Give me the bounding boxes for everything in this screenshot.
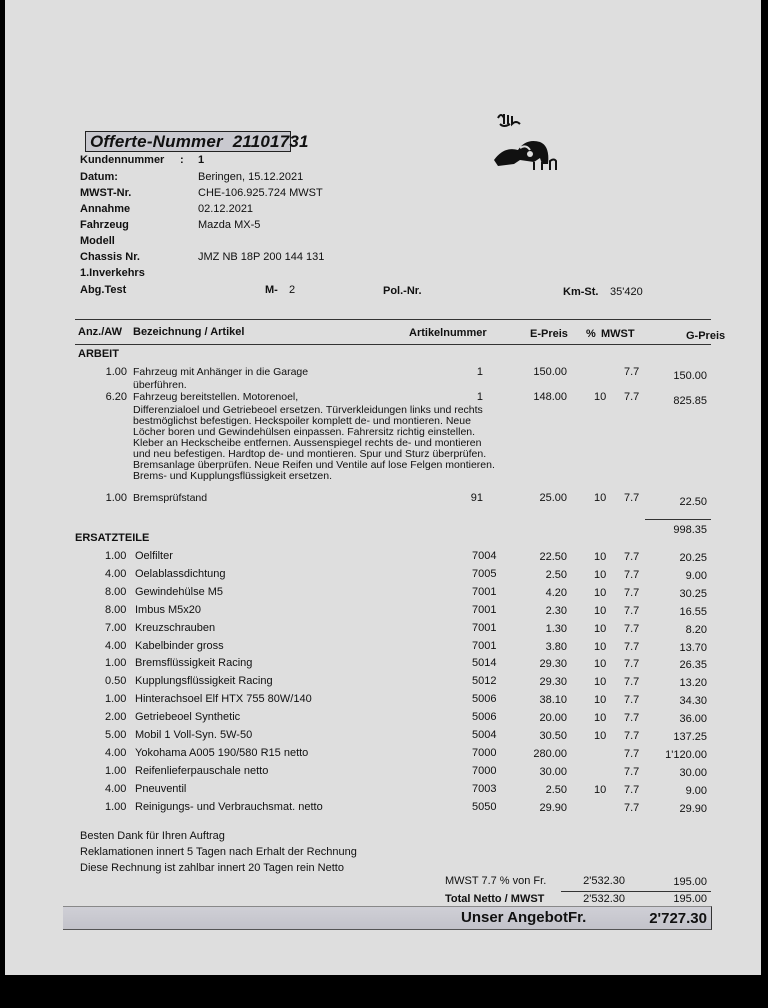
- row-article-number: 1: [476, 391, 483, 403]
- row-article-number: 5050: [472, 800, 497, 813]
- offer-total-currency: Fr.: [568, 909, 587, 926]
- row-unit-price: 3.80: [545, 640, 567, 653]
- customer-number-value: 1: [198, 154, 205, 166]
- offer-number-box: [85, 131, 309, 152]
- row-percent: 10: [594, 694, 607, 707]
- row-description: Fahrzeug bereitstellen. Motorenoel,: [133, 391, 299, 403]
- footer-note-thanks: Besten Dank für Ihren Auftrag: [80, 830, 225, 842]
- row-description: Mobil 1 Voll-Syn. 5W-50: [135, 729, 253, 741]
- row-article-number: 5014: [472, 657, 497, 670]
- header-field-label: Modell: [80, 235, 115, 247]
- col-header-percent: %: [586, 328, 596, 340]
- footer-note-payment: Diese Rechnung ist zahlbar innert 20 Tagen rein Netto: [80, 862, 344, 874]
- pol-nr-label: Pol.-Nr.: [383, 285, 422, 297]
- row-total-price: 137.25: [673, 731, 707, 743]
- header-field-value: JMZ NB 18P 200 144 131: [198, 251, 325, 263]
- row-article-number: 91: [470, 492, 483, 504]
- row-quantity: 4.00: [105, 639, 127, 652]
- row-vat-rate: 7.7: [624, 694, 640, 707]
- row-percent: 10: [594, 568, 607, 581]
- col-header-vat: MWST: [601, 328, 635, 340]
- subtotal-rule: [645, 519, 711, 520]
- row-description: bestmöglichst befestigen. Heckspoiler komplett de- und montieren. Neue: [133, 415, 471, 427]
- row-quantity: 8.00: [105, 603, 127, 616]
- row-total-price: 20.25: [679, 552, 707, 564]
- row-percent: 10: [594, 676, 607, 689]
- header-field-label: Annahme: [80, 203, 131, 215]
- row-quantity: 1.00: [105, 657, 127, 670]
- row-vat-rate: 7.7: [624, 622, 640, 635]
- row-unit-price: 29.90: [539, 801, 567, 814]
- offer-total-bar: [63, 906, 712, 930]
- row-vat-rate: 7.7: [624, 551, 640, 563]
- row-unit-price: 20.00: [539, 712, 567, 725]
- row-unit-price: 4.20: [545, 586, 567, 599]
- row-article-number: 7000: [472, 746, 497, 759]
- row-total-price: 8.20: [685, 623, 707, 636]
- row-vat-rate: 7.7: [624, 568, 640, 581]
- row-description: Differenzialoel und Getriebeoel ersetzen. Türverkleidungen links und rechts: [133, 404, 483, 416]
- row-total-price: 34.30: [679, 695, 707, 708]
- row-total-price: 30.00: [679, 766, 707, 779]
- km-value: 35'420: [610, 286, 643, 298]
- row-total-price: 13.20: [679, 677, 707, 690]
- row-vat-rate: 7.7: [624, 658, 640, 671]
- row-vat-rate: 7.7: [624, 730, 640, 742]
- row-description: Imbus M5x20: [135, 603, 202, 616]
- scanned-page: [5, 0, 761, 975]
- row-article-number: 7001: [472, 585, 497, 598]
- row-description: Hinterachsoel Elf HTX 755 80W/140: [135, 693, 312, 706]
- row-unit-price: 280.00: [533, 747, 567, 760]
- row-article-number: 7000: [472, 764, 497, 777]
- total-netto-label: Total Netto / MWST: [445, 893, 545, 905]
- row-unit-price: 22.50: [539, 551, 567, 563]
- row-vat-rate: 7.7: [624, 492, 640, 504]
- row-vat-rate: 7.7: [624, 604, 640, 617]
- row-quantity: 1.00: [105, 693, 127, 706]
- row-total-price: 150.00: [673, 370, 707, 382]
- col-header-total-price: G-Preis: [686, 330, 726, 342]
- row-unit-price: 38.10: [539, 694, 567, 707]
- total-netto-amount: 2'532.30: [583, 893, 625, 905]
- km-label: Km-St.: [563, 286, 599, 298]
- row-description: Brems- und Kupplungsflüssigkeit ersetzen.: [133, 470, 333, 482]
- row-total-price: 30.25: [679, 587, 707, 600]
- col-header-unit-price: E-Preis: [530, 328, 568, 340]
- row-quantity: 4.00: [105, 782, 127, 795]
- row-quantity: 1.00: [105, 764, 127, 777]
- row-percent: 10: [594, 783, 607, 796]
- row-description: Löcher boren und Gewindehülsen einpassen. Fahrersitz richtig einstellen.: [133, 426, 476, 438]
- row-percent: 10: [594, 551, 607, 563]
- m-value: 2: [289, 284, 296, 296]
- header-field-label: Datum:: [80, 171, 118, 183]
- row-description: Fahrzeug mit Anhänger in die Garage: [133, 366, 309, 378]
- row-percent: 10: [594, 492, 607, 504]
- row-description: und neu befestigen. Hardtop de- und montieren. Spur und Sturz überprüfen.: [133, 448, 487, 460]
- footer-note-complaints: Reklamationen innert 5 Tagen nach Erhalt der Rechnung: [80, 846, 357, 858]
- section-title-arbeit: ARBEIT: [78, 348, 119, 360]
- row-description: Bremsanlage überprüfen. Neue Reifen und Ventile auf lose Felgen montieren.: [133, 459, 495, 471]
- customer-number-separator: :: [180, 154, 184, 166]
- row-total-price: 36.00: [679, 713, 707, 726]
- m-label: M-: [265, 284, 278, 296]
- row-percent: 10: [594, 712, 607, 725]
- row-unit-price: 2.50: [545, 783, 567, 796]
- row-total-price: 16.55: [679, 605, 707, 618]
- row-percent: 10: [594, 622, 607, 635]
- row-quantity: 6.20: [105, 391, 127, 403]
- row-unit-price: 29.30: [539, 676, 567, 689]
- row-quantity: 4.00: [105, 567, 127, 580]
- row-percent: 10: [594, 586, 607, 599]
- row-description: Getriebeoel Synthetic: [135, 711, 241, 724]
- row-description: Reinigungs- und Verbrauchsmat. netto: [135, 800, 323, 813]
- row-article-number: 1: [476, 366, 483, 378]
- col-header-description: Bezeichnung / Artikel: [133, 326, 245, 338]
- row-description: Pneuventil: [135, 782, 187, 795]
- row-quantity: 2.00: [105, 711, 127, 724]
- header-field-label: MWST-Nr.: [80, 187, 132, 199]
- row-percent: 10: [594, 391, 607, 403]
- row-percent: 10: [594, 604, 607, 617]
- total-vat-amount: 195.00: [673, 893, 707, 905]
- row-article-number: 5004: [472, 729, 497, 741]
- row-total-price: 9.00: [685, 569, 707, 582]
- col-header-qty: Anz./AW: [78, 326, 122, 338]
- row-vat-rate: 7.7: [624, 765, 640, 778]
- row-vat-rate: 7.7: [624, 366, 640, 378]
- vat-base-amount: 2'532.30: [583, 875, 625, 887]
- row-article-number: 7001: [472, 639, 497, 652]
- row-unit-price: 2.50: [545, 568, 567, 581]
- row-article-number: 7001: [472, 603, 497, 616]
- row-unit-price: 150.00: [533, 366, 567, 378]
- row-unit-price: 2.30: [545, 604, 567, 617]
- row-description: Kleber an Heckscheibe entfernen. Aussenspiegel rechts de- und montieren: [133, 437, 482, 449]
- row-description: Kabelbinder gross: [135, 639, 224, 652]
- row-total-price: 29.90: [679, 802, 707, 815]
- row-unit-price: 30.50: [539, 730, 567, 742]
- row-vat-rate: 7.7: [624, 747, 640, 760]
- header-field-value: 02.12.2021: [198, 203, 254, 215]
- row-vat-rate: 7.7: [624, 712, 640, 725]
- row-article-number: 7004: [472, 550, 497, 562]
- row-article-number: 5006: [472, 711, 497, 724]
- row-quantity: 5.00: [105, 729, 127, 741]
- row-description: Oelfilter: [135, 550, 173, 562]
- offer-total-amount: 2'727.30: [649, 910, 707, 927]
- arbeit-subtotal: 998.35: [673, 524, 707, 536]
- col-header-article-number: Artikelnummer: [409, 327, 487, 339]
- header-field-label: Fahrzeug: [80, 219, 129, 231]
- table-top-rule: [75, 319, 711, 320]
- row-quantity: 0.50: [105, 675, 127, 688]
- row-vat-rate: 7.7: [624, 640, 640, 653]
- row-article-number: 7003: [472, 782, 497, 795]
- row-percent: 10: [594, 730, 607, 742]
- row-quantity: 8.00: [105, 585, 127, 598]
- customer-number-label: Kundennummer: [80, 154, 165, 166]
- row-article-number: 5012: [472, 675, 497, 688]
- row-percent: 10: [594, 640, 607, 653]
- offer-total-label: Unser Angebot: [461, 909, 568, 926]
- row-description: Oelablassdichtung: [135, 567, 226, 580]
- row-description: Bremsprüfstand: [133, 492, 208, 504]
- vat-label: MWST 7.7 % von Fr.: [445, 875, 547, 887]
- row-unit-price: 25.00: [539, 492, 567, 504]
- header-field-label: Abg.Test: [80, 284, 127, 296]
- row-description: Kupplungsflüssigkeit Racing: [135, 675, 273, 688]
- row-total-price: 13.70: [679, 641, 707, 654]
- header-field-value: Beringen, 15.12.2021: [198, 171, 304, 183]
- row-total-price: 9.00: [685, 784, 707, 797]
- header-field-label: 1.Inverkehrs: [80, 267, 145, 279]
- row-quantity: 1.00: [105, 366, 127, 378]
- vat-amount: 195.00: [673, 876, 707, 888]
- row-vat-rate: 7.7: [624, 676, 640, 689]
- row-total-price: 1'120.00: [665, 748, 707, 761]
- section-title-ersatzteile: ERSATZTEILE: [75, 532, 150, 544]
- row-unit-price: 30.00: [539, 765, 567, 778]
- row-description: Yokohama A005 190/580 R15 netto: [135, 746, 309, 759]
- row-description: Gewindehülse M5: [135, 585, 224, 598]
- table-header-rule: [75, 344, 711, 345]
- row-quantity: 4.00: [105, 746, 127, 759]
- row-quantity: 1.00: [105, 492, 127, 504]
- row-description: Reifenlieferpauschale netto: [135, 764, 269, 777]
- row-vat-rate: 7.7: [624, 586, 640, 599]
- row-total-price: 22.50: [679, 496, 707, 508]
- row-quantity: 7.00: [105, 621, 127, 634]
- row-vat-rate: 7.7: [624, 391, 640, 403]
- row-quantity: 1.00: [105, 800, 127, 813]
- row-percent: 10: [594, 658, 607, 671]
- row-quantity: 1.00: [105, 550, 127, 562]
- row-unit-price: 1.30: [545, 622, 567, 635]
- header-field-value: Mazda MX-5: [198, 219, 261, 231]
- row-unit-price: 148.00: [533, 391, 567, 403]
- header-field-label: Chassis Nr.: [80, 251, 140, 263]
- row-description: Bremsflüssigkeit Racing: [135, 657, 253, 670]
- row-article-number: 7001: [472, 621, 497, 634]
- offer-number-title: Offerte-Nummer 21101731: [90, 132, 309, 151]
- company-logo-icon: [490, 110, 570, 175]
- row-article-number: 7005: [472, 567, 497, 580]
- row-unit-price: 29.30: [539, 658, 567, 671]
- row-description: Kreuzschrauben: [135, 621, 216, 634]
- row-vat-rate: 7.7: [624, 783, 640, 796]
- row-article-number: 5006: [472, 693, 497, 706]
- row-vat-rate: 7.7: [624, 801, 640, 814]
- header-field-value: CHE-106.925.724 MWST: [198, 187, 323, 199]
- row-total-price: 26.35: [679, 659, 707, 672]
- row-total-price: 825.85: [673, 395, 707, 407]
- row-description: überführen.: [133, 379, 187, 391]
- totals-rule: [561, 891, 711, 892]
